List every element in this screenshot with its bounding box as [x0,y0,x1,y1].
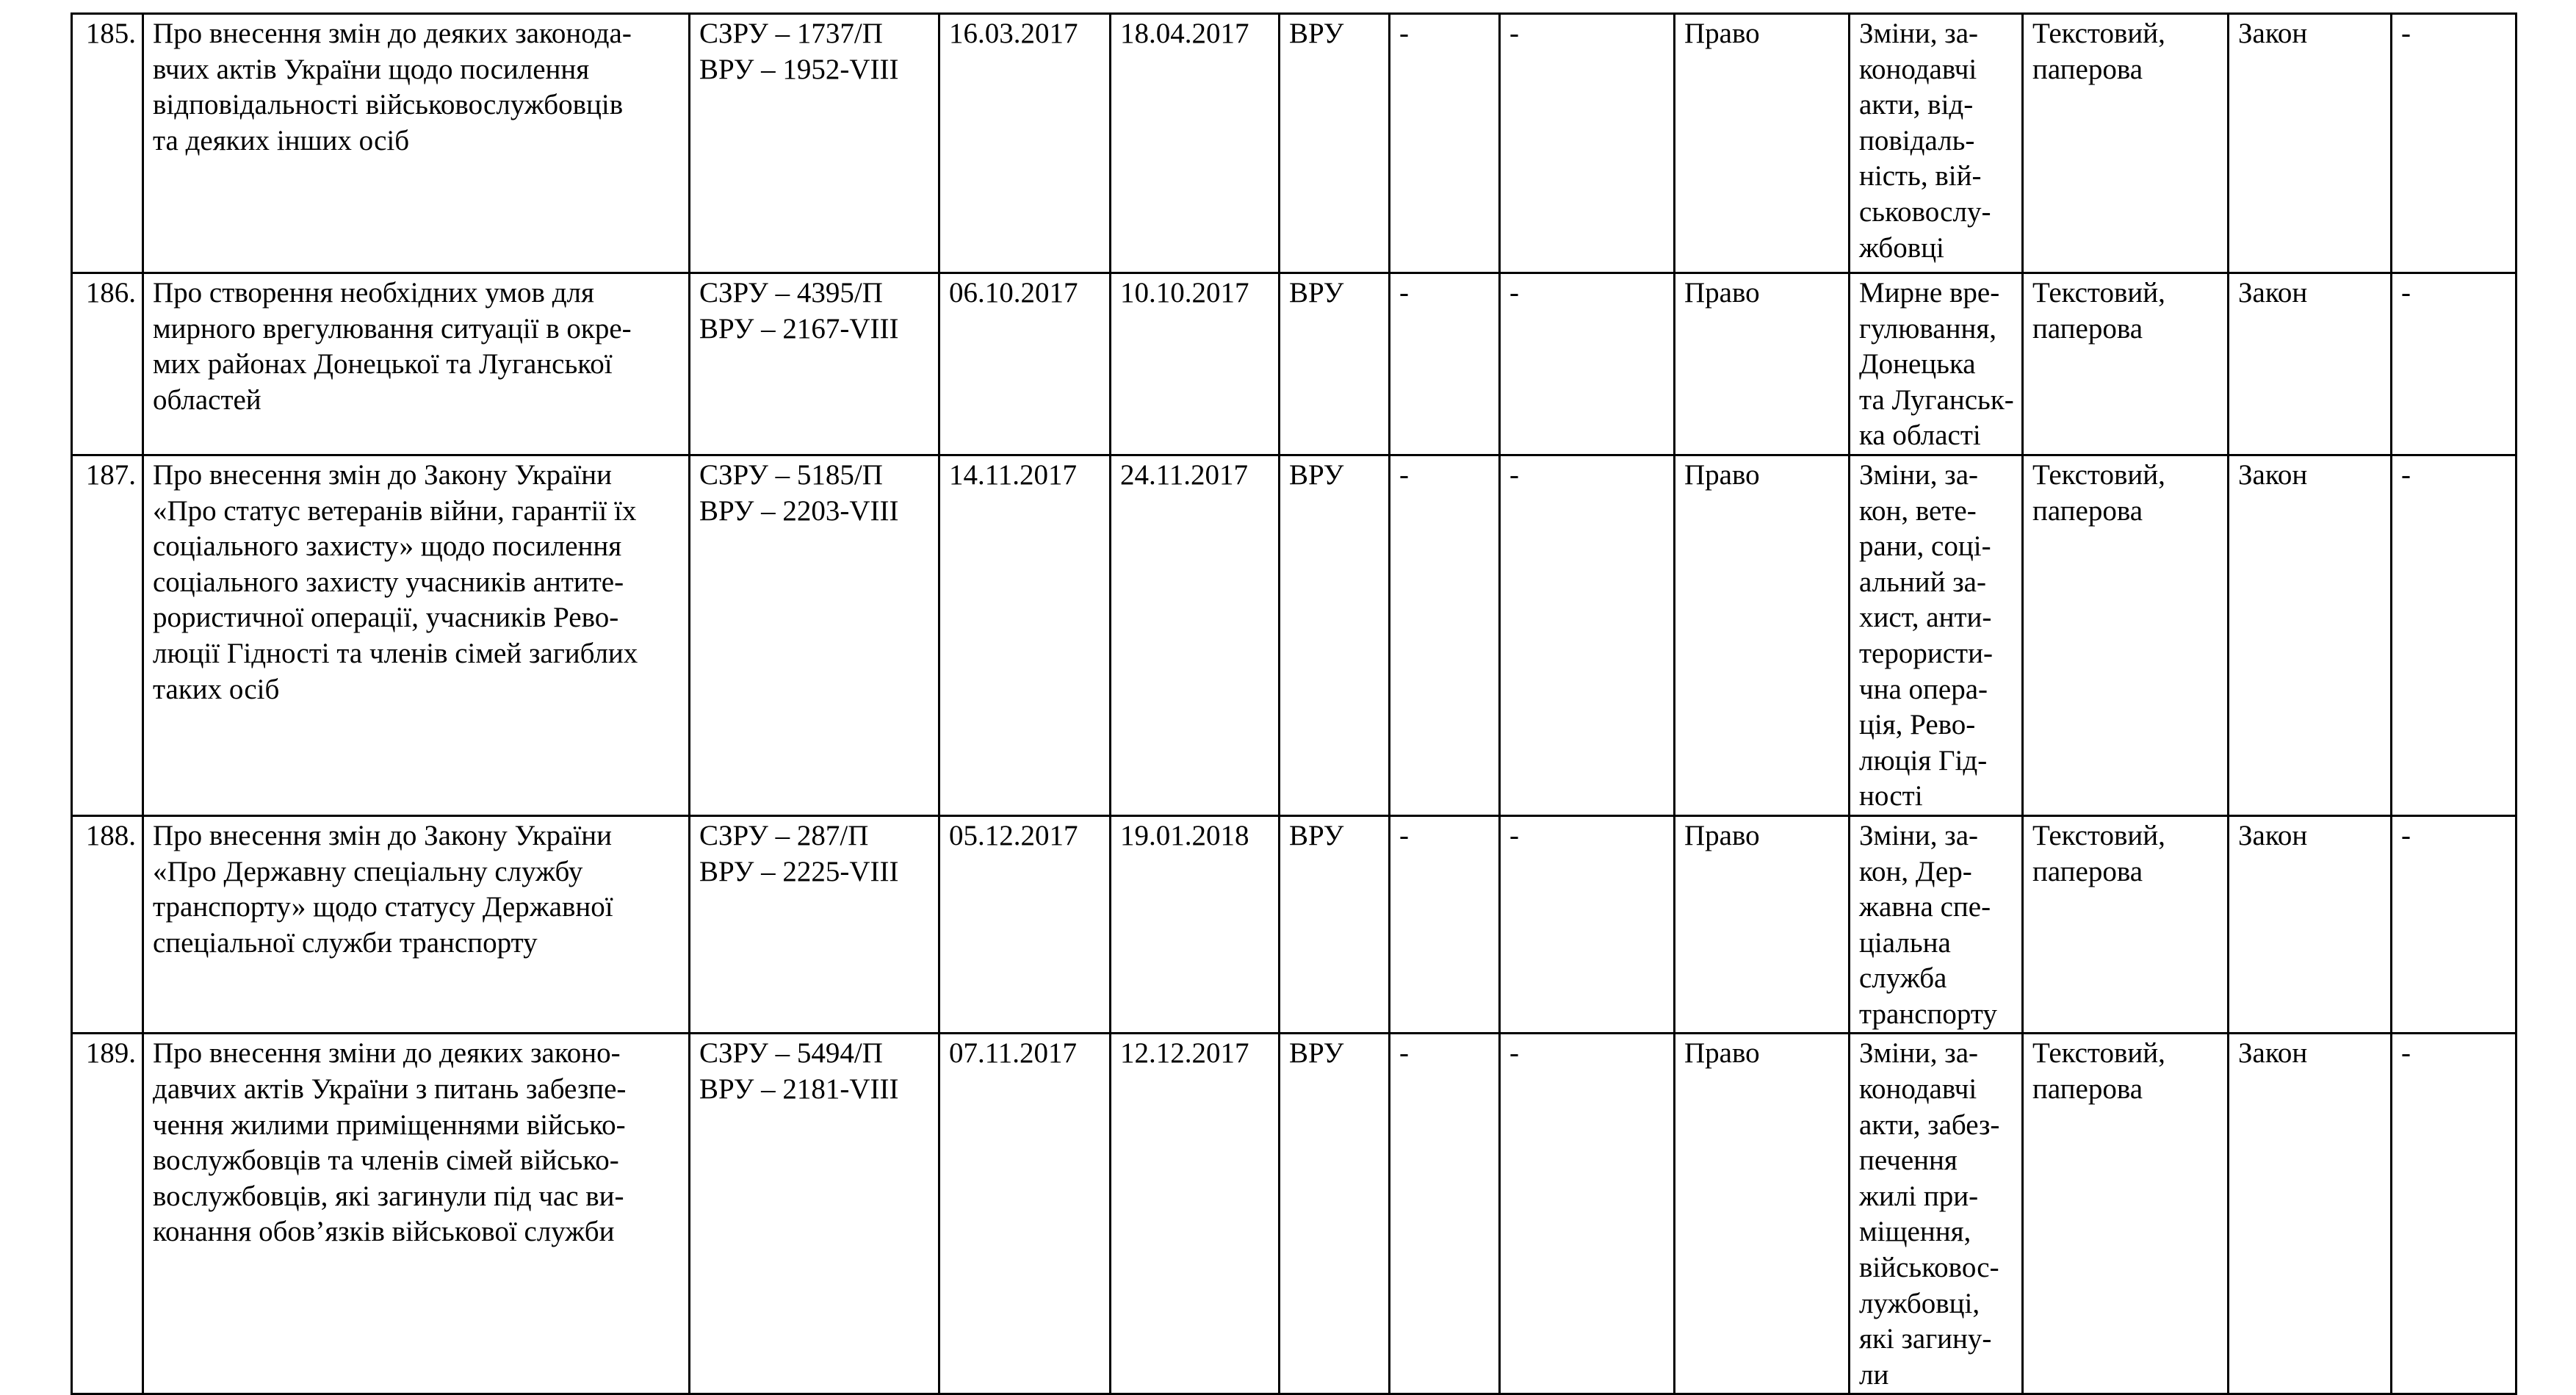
field-b: - [1500,1034,1675,1394]
table-row [72,1034,2517,1394]
field-b: - [1500,273,1675,455]
format: Текстовий, паперова [2023,455,2229,815]
field-a: - [1390,273,1500,455]
date-published: 19.01.2018 [1111,815,1280,1034]
date-adopted: 05.12.2017 [939,815,1111,1034]
date-published: 24.11.2017 [1111,455,1280,815]
keywords: Зміни, за- кон, Дер- жавна спе- ціальна служба транспорту [1850,815,2023,1034]
row-number: 185. [72,14,143,273]
field-c: - [2392,1034,2517,1394]
registration-numbers: СЗРУ – 287/П ВРУ – 2225-VIII [690,815,939,1034]
legislation-register-table [71,12,2517,1395]
field-c: - [2392,815,2517,1034]
keywords: Зміни, за- конодавчі акти, від- повідаль- ність, вій- ськовослу- жбовці [1850,14,2023,273]
act-title: Про внесення змін до Закону України «Про Державну спеціальну службу транспорту» щодо статусу Державної спеціальної служби транспорту [143,815,690,1034]
date-adopted: 07.11.2017 [939,1034,1111,1394]
date-adopted: 14.11.2017 [939,455,1111,815]
doc-type: Закон [2229,1034,2392,1394]
table-row [72,815,2517,1034]
category: Право [1675,14,1850,273]
category: Право [1675,1034,1850,1394]
act-title: Про внесення змін до деяких законода- вчих актів України щодо посилення відповідальності військовослужбовців та деяких інших осіб [143,14,690,273]
date-adopted: 16.03.2017 [939,14,1111,273]
table-row [72,273,2517,455]
table-row [72,455,2517,815]
field-a: - [1390,1034,1500,1394]
author-body: ВРУ [1280,1034,1390,1394]
act-title: Про створення необхідних умов для мирного врегулювання ситуації в окре- мих районах Донецької та Луганської областей [143,273,690,455]
registration-numbers: СЗРУ – 5494/П ВРУ – 2181-VIII [690,1034,939,1394]
doc-type: Закон [2229,273,2392,455]
date-published: 10.10.2017 [1111,273,1280,455]
field-a: - [1390,14,1500,273]
category: Право [1675,455,1850,815]
registration-numbers: СЗРУ – 4395/П ВРУ – 2167-VIII [690,273,939,455]
doc-type: Закон [2229,455,2392,815]
field-b: - [1500,815,1675,1034]
doc-type: Закон [2229,815,2392,1034]
registration-numbers: СЗРУ – 1737/П ВРУ – 1952-VIII [690,14,939,273]
keywords: Мирне вре- гулювання, Донецька та Луганськ- ка області [1850,273,2023,455]
format: Текстовий, паперова [2023,14,2229,273]
category: Право [1675,815,1850,1034]
keywords: Зміни, за- кон, вете- рани, соці- альний за- хист, анти- терористи- чна опера- ція, Рево- люція Гід- ності [1850,455,2023,815]
table-row [72,14,2517,273]
row-number: 187. [72,455,143,815]
row-number: 188. [72,815,143,1034]
act-title: Про внесення змін до Закону України «Про статус ветеранів війни, гарантії їх соціального захисту» щодо посилення соціального захисту учасників антите- рористичної операції, учасників Рево- люції Гідності та членів сімей загиблих таких осіб [143,455,690,815]
date-published: 12.12.2017 [1111,1034,1280,1394]
field-c: - [2392,455,2517,815]
act-title: Про внесення зміни до деяких законо- давчих актів України з питань забезпе- чення жилими приміщеннями військо- вослужбовців та членів сімей військо- вослужбовців, які загинули під час ви- конання обов’язків військової служби [143,1034,690,1394]
register-body [72,14,2517,1394]
format: Текстовий, паперова [2023,1034,2229,1394]
field-b: - [1500,14,1675,273]
registration-numbers: СЗРУ – 5185/П ВРУ – 2203-VIII [690,455,939,815]
doc-type: Закон [2229,14,2392,273]
field-a: - [1390,815,1500,1034]
author-body: ВРУ [1280,815,1390,1034]
author-body: ВРУ [1280,455,1390,815]
row-number: 186. [72,273,143,455]
keywords: Зміни, за- конодавчі акти, забез- печення жилі при- міщення, військовос- лужбовці, які загину- ли [1850,1034,2023,1394]
row-number: 189. [72,1034,143,1394]
format: Текстовий, паперова [2023,815,2229,1034]
field-b: - [1500,455,1675,815]
author-body: ВРУ [1280,273,1390,455]
date-published: 18.04.2017 [1111,14,1280,273]
field-a: - [1390,455,1500,815]
format: Текстовий, паперова [2023,273,2229,455]
date-adopted: 06.10.2017 [939,273,1111,455]
category: Право [1675,273,1850,455]
field-c: - [2392,14,2517,273]
author-body: ВРУ [1280,14,1390,273]
field-c: - [2392,273,2517,455]
